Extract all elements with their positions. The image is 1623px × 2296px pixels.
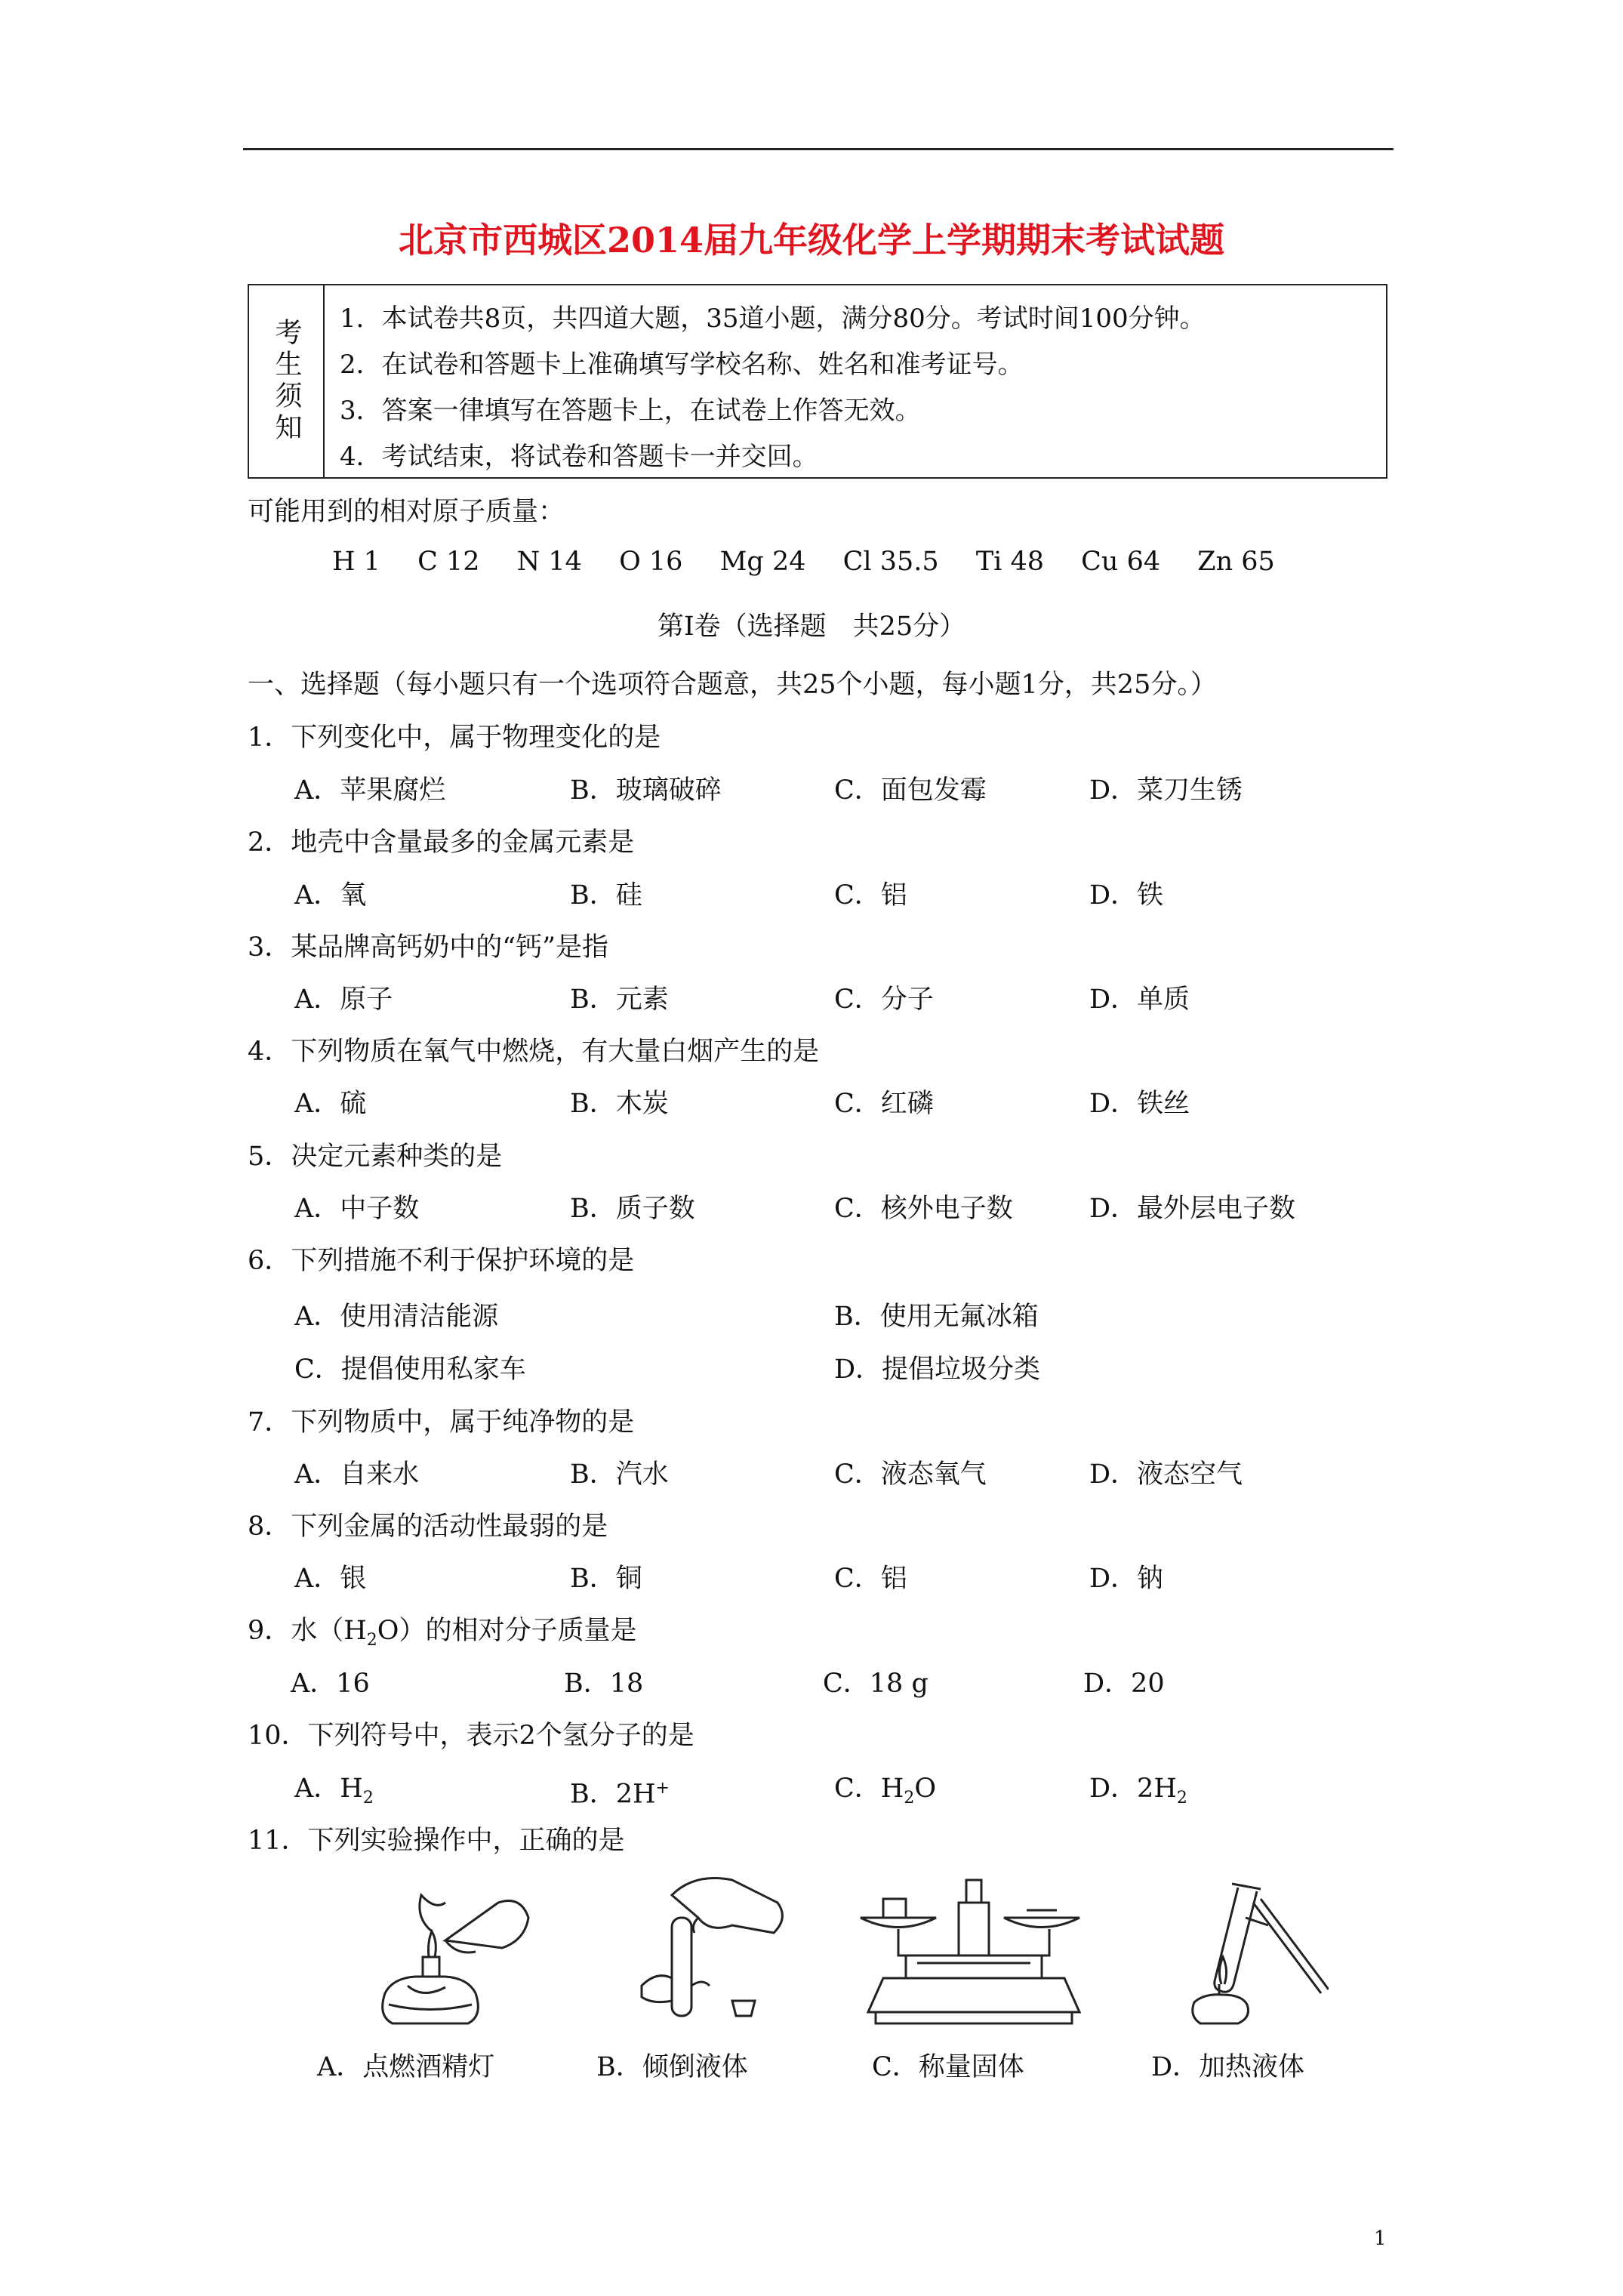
option-c: C．铝 (834, 1564, 907, 1594)
formula-text: B．2H (570, 1779, 656, 1810)
option-c: C．分子 (834, 985, 934, 1015)
option-a: A．氧 (294, 880, 367, 911)
notice-item: 3．答案一律填写在答题卡上，在试卷上作答无效。 (340, 396, 921, 426)
option-c: C．液态氧气 (834, 1459, 987, 1490)
question-stem (248, 1614, 637, 1657)
question-stem: 11．下列实验操作中，正确的是 (248, 1826, 625, 1856)
option-d: D．菜刀生锈 (1089, 775, 1243, 806)
question-stem: 10．下列符号中，表示2个氢分子的是 (248, 1721, 694, 1751)
option-a: A．使用清洁能源 (294, 1302, 499, 1332)
figure-caption-c: C．称量固体 (872, 2052, 1024, 2082)
option-c: C．铝 (834, 880, 907, 911)
option-c: C．核外电子数 (834, 1194, 1013, 1224)
option-a: A．硫 (294, 1089, 367, 1119)
figure-light-alcohol-lamp (362, 1872, 536, 2039)
atomic-mass: O 16 (619, 547, 683, 577)
option-b: B．汽水 (570, 1459, 669, 1490)
header-rule (243, 148, 1394, 150)
option-b: B．使用无氟冰箱 (834, 1302, 1039, 1332)
notice-list (340, 296, 1378, 480)
notice-item: 4．考试结束，将试卷和答题卡一并交回。 (340, 442, 818, 472)
subscript: 2 (1176, 1789, 1187, 1808)
question-stem: 6．下列措施不利于保护环境的是 (248, 1246, 635, 1276)
option-d: D．20 (1083, 1669, 1165, 1699)
option-c: C．面包发霉 (834, 775, 987, 806)
notice-item: 1．本试卷共8页，共四道大题，35道小题，满分80分。考试时间100分钟。 (340, 304, 1206, 334)
superscript: + (655, 1779, 670, 1798)
atomic-mass-label: 可能用到的相对原子质量： (248, 497, 565, 527)
option-a: A．自来水 (294, 1459, 420, 1490)
balance-scale-icon (853, 1872, 1095, 2039)
option-a: A．中子数 (294, 1194, 420, 1224)
notice-label-cell (249, 285, 325, 477)
question-stem: 1．下列变化中，属于物理变化的是 (248, 723, 661, 753)
section-title: 一、选择题（每小题只有一个选项符合题意，共25个小题，每小题1分，共25分。） (248, 670, 1217, 700)
atomic-mass: Ti 48 (975, 547, 1045, 577)
option-a: A．16 (291, 1669, 370, 1699)
atomic-mass: Cu 64 (1081, 547, 1161, 577)
figure-heat-liquid (1147, 1872, 1329, 2039)
subscript: 2 (904, 1789, 915, 1808)
alcohol-lamp-icon (362, 1872, 536, 2039)
notice-item: 2．在试卷和答题卡上准确填写学校名称、姓名和准考证号。 (340, 350, 1024, 380)
atomic-mass: N 14 (516, 547, 582, 577)
test-tube-pour-icon (627, 1872, 800, 2039)
atomic-mass: Zn 65 (1197, 547, 1275, 577)
question-stem: 3．某品牌高钙奶中的“钙”是指 (248, 932, 609, 963)
exam-title: 北京市西城区2014届九年级化学上学期期末考试试题 (398, 220, 1225, 260)
option-d (1089, 1772, 1187, 1815)
formula-text: C．H (834, 1774, 904, 1804)
option-b: B．木炭 (570, 1089, 669, 1119)
page-number: 1 (1374, 2227, 1387, 2250)
figure-weigh-solid (853, 1872, 1095, 2039)
option-d: D．液态空气 (1089, 1459, 1243, 1490)
question-stem: 8．下列金属的活动性最弱的是 (248, 1512, 608, 1542)
option-d: D．铁丝 (1089, 1089, 1190, 1119)
formula-text: O (914, 1774, 937, 1804)
option-b (570, 1772, 670, 1811)
option-d: D．提倡垃圾分类 (834, 1354, 1041, 1385)
option-d: D．最外层电子数 (1089, 1194, 1296, 1224)
option-d: D．铁 (1089, 880, 1164, 911)
option-b: B．玻璃破碎 (570, 775, 722, 806)
stem-text: 9．水（H (248, 1616, 367, 1646)
option-b: B．元素 (570, 985, 669, 1015)
atomic-mass-list (332, 547, 1304, 577)
formula-text: D．2H (1089, 1774, 1177, 1804)
stem-text: O）的相对分子质量是 (377, 1616, 637, 1646)
option-c: C．提倡使用私家车 (294, 1354, 526, 1385)
atomic-mass: Mg 24 (719, 547, 806, 577)
heating-tube-icon (1147, 1872, 1329, 2039)
option-a: A．苹果腐烂 (294, 775, 446, 806)
option-b: B．硅 (570, 880, 642, 911)
option-b: B．铜 (570, 1564, 642, 1594)
candidate-notice-box (248, 284, 1387, 479)
question-stem: 2．地壳中含量最多的金属元素是 (248, 827, 635, 858)
atomic-mass: H 1 (332, 547, 380, 577)
subscript: 2 (366, 1631, 377, 1650)
formula-text: A．H (294, 1774, 363, 1804)
option-a: A．银 (294, 1564, 367, 1594)
figure-caption-b: B．倾倒液体 (596, 2052, 748, 2082)
atomic-mass: C 12 (417, 547, 480, 577)
option-c: C．18 g (823, 1669, 929, 1699)
option-d: D．单质 (1089, 985, 1190, 1015)
option-a (294, 1772, 374, 1815)
option-b: B．18 (564, 1669, 644, 1699)
atomic-mass: Cl 35.5 (842, 547, 939, 577)
option-a: A．原子 (294, 985, 393, 1015)
figure-caption-d: D．加热液体 (1151, 2052, 1305, 2082)
notice-label: 考生须知 (271, 318, 302, 445)
part-title: 第Ⅰ卷（选择题 共25分） (657, 612, 966, 642)
subscript: 2 (362, 1789, 374, 1808)
question-stem: 4．下列物质在氧气中燃烧，有大量白烟产生的是 (248, 1037, 820, 1067)
option-c: C．红磷 (834, 1089, 934, 1119)
question-stem: 5．决定元素种类的是 (248, 1142, 503, 1172)
figure-caption-a: A．点燃酒精灯 (317, 2052, 495, 2082)
figure-pour-liquid (627, 1872, 800, 2039)
option-c (834, 1772, 936, 1815)
option-b: B．质子数 (570, 1194, 695, 1224)
option-d: D．钠 (1089, 1564, 1164, 1594)
question-stem: 7．下列物质中，属于纯净物的是 (248, 1407, 635, 1438)
